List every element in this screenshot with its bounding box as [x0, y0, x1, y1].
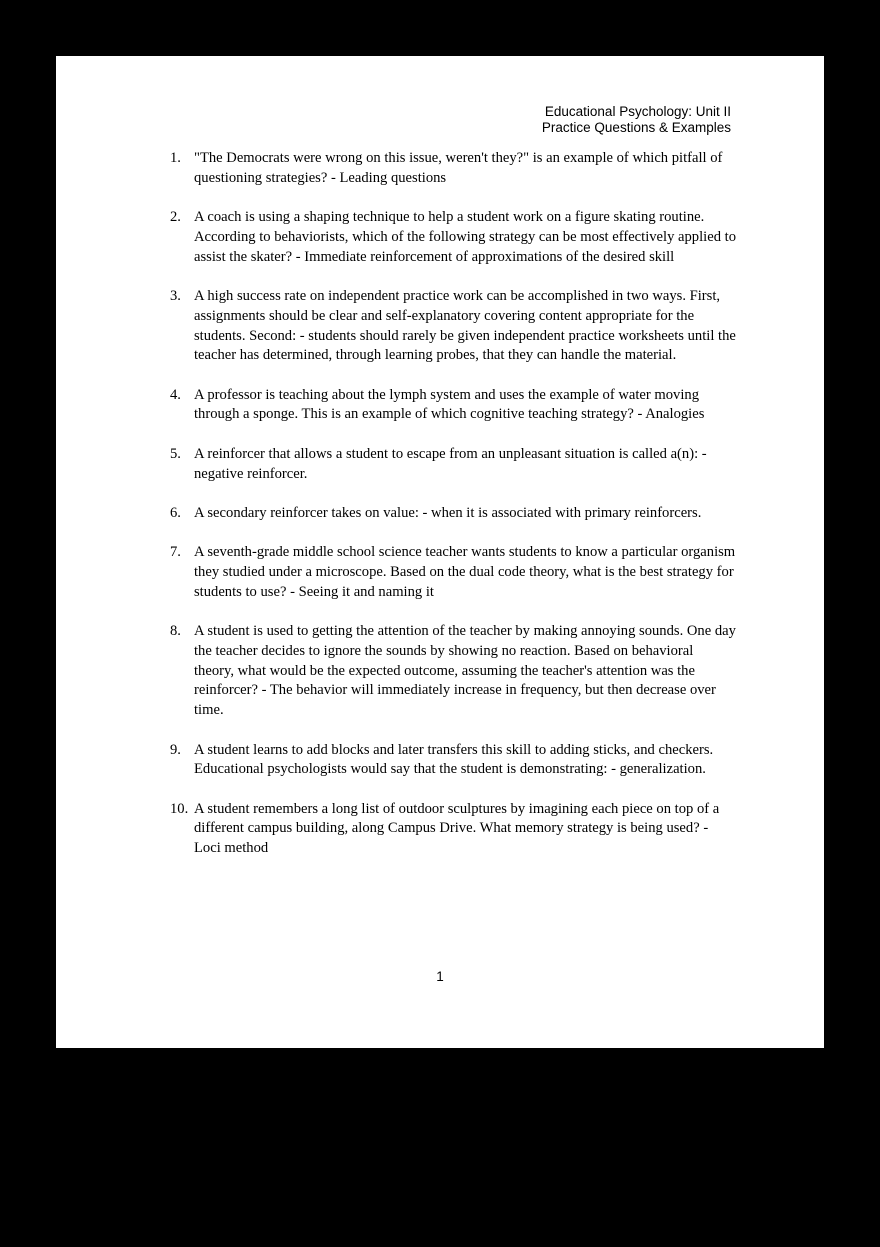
- question-number: 3.: [170, 287, 181, 304]
- question-item: [170, 445, 736, 485]
- question-item: [170, 149, 736, 189]
- question-text: A student remembers a long list of outdoor sculptures by imagining each piece on top of a different campus building, along Campus Drive. What memory strategy is being used? - Loci method: [194, 800, 720, 857]
- question-item: [170, 622, 736, 721]
- question-item: [170, 504, 736, 524]
- question-item: [170, 287, 736, 366]
- question-item: [170, 543, 736, 602]
- question-list: [170, 149, 736, 879]
- document-header: [542, 104, 731, 135]
- question-number: 6.: [170, 504, 181, 521]
- question-text: A high success rate on independent practice work can be accomplished in two ways. First, assignments should be clear and self-explanatory covering content appropriate for the students. Second: - students should rarely be given independent practice worksheets until the teacher has determined, through learning probes, that they can handle the material.: [194, 287, 736, 364]
- question-text: A reinforcer that allows a student to escape from an unpleasant situation is called a(n): - negative reinforcer.: [194, 445, 707, 482]
- question-text: A student learns to add blocks and later transfers this skill to adding sticks, and checkers. Educational psychologists would say that the student is demonstrating: - generalization.: [194, 741, 714, 778]
- question-text: A seventh-grade middle school science teacher wants students to know a particular organism they studied under a microscope. Based on the dual code theory, what is the best strategy for students to use? - Seeing it and naming it: [194, 544, 736, 600]
- question-number: 9.: [170, 741, 181, 758]
- question-text: A student is used to getting the attention of the teacher by making annoying sounds. One day the teacher decides to ignore the sounds by showing no reaction. Based on behavioral theory, what would be the expected outcome, assuming the teacher's attention was the reinforcer? - The behavior will immediately increase in frequency, but then decrease over time.: [194, 623, 736, 719]
- question-text: A professor is teaching about the lymph system and uses the example of water moving through a sponge. This is an example of which cognitive teaching strategy? - Analogies: [194, 386, 705, 423]
- question-item: [170, 800, 736, 859]
- question-number: 8.: [170, 623, 181, 640]
- question-number: 5.: [170, 445, 181, 462]
- document-page: [56, 56, 824, 1048]
- page-number: 1: [436, 969, 444, 984]
- question-number: 7.: [170, 544, 181, 561]
- header-course-title: Educational Psychology: Unit II: [544, 104, 731, 119]
- question-number: 10.: [170, 800, 189, 817]
- question-text: A coach is using a shaping technique to help a student work on a figure skating routine. According to behaviorists, which of the following strategy can be most effectively applied to assist the skater? - Immediate reinforcement of approximations of the desired skill: [194, 209, 736, 265]
- question-number: 1.: [170, 150, 181, 166]
- header-subtitle: Practice Questions & Examples: [541, 119, 731, 135]
- question-item: [170, 741, 736, 781]
- question-item: [170, 208, 736, 267]
- question-text: "The Democrats were wrong on this issue, weren't they?" is an example of which pitfall of questioning strategies? - Leading questions: [194, 150, 723, 186]
- question-text: A secondary reinforcer takes on value: - when it is associated with primary reinforcers.: [194, 504, 702, 521]
- question-number: 2.: [170, 209, 181, 226]
- question-number: 4.: [170, 386, 181, 403]
- question-item: [170, 386, 736, 426]
